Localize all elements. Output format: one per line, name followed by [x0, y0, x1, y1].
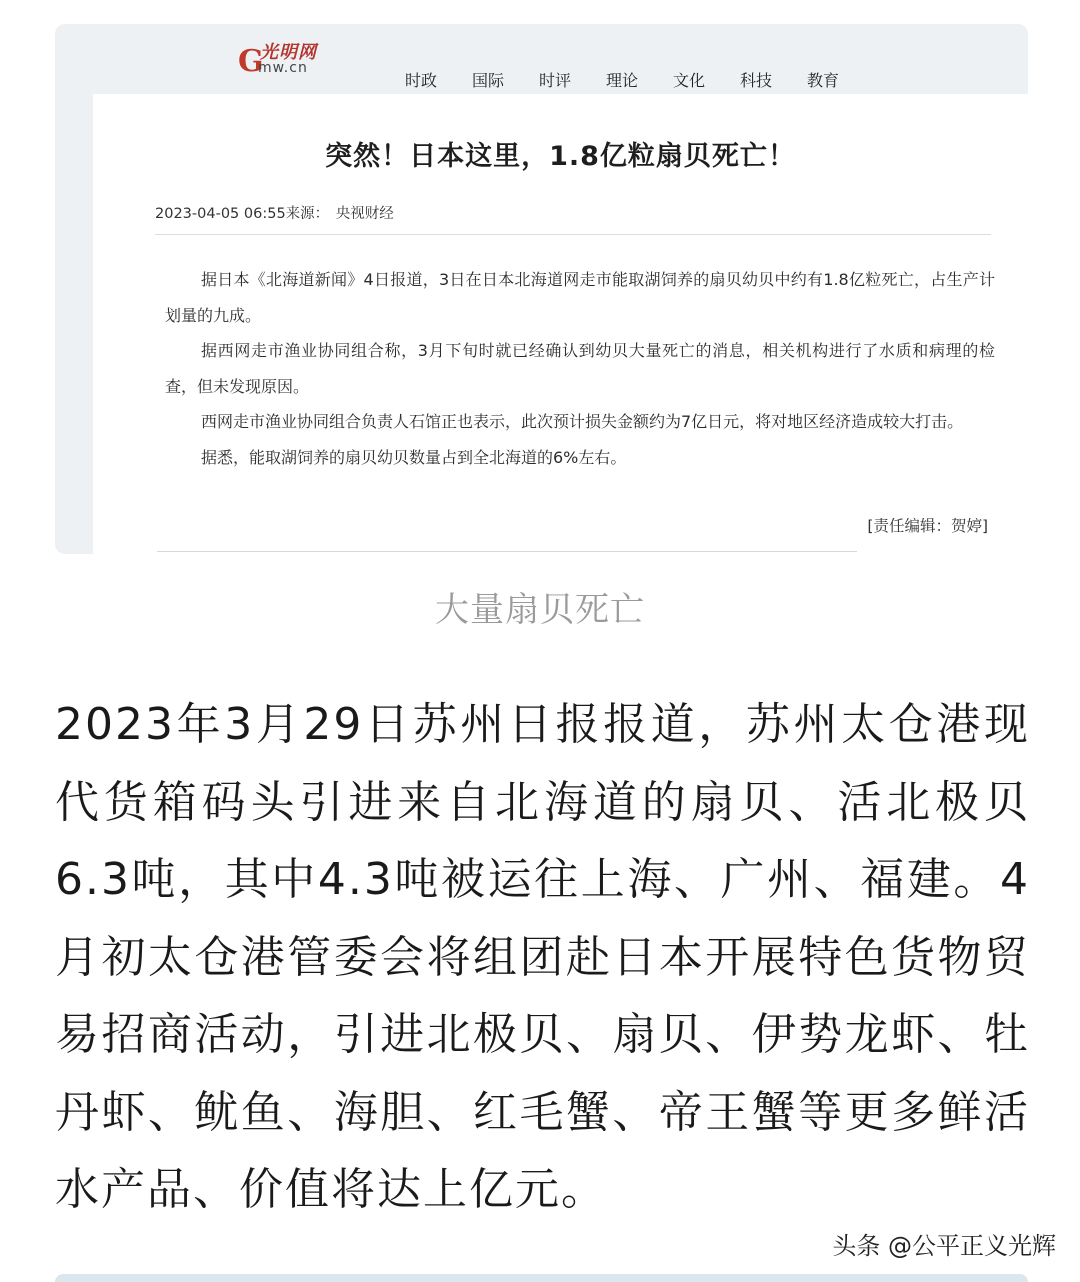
logo-script: 光明网 — [260, 42, 317, 63]
article-paragraph: 据日本《北海道新闻》4日报道，3日在日本北海道网走市能取湖饲养的扇贝幼贝中约有1.8亿粒死亡，占生产计划量的九成。 — [165, 270, 995, 325]
site-header — [55, 24, 1028, 90]
image-caption: 大量扇贝死亡 — [435, 590, 645, 630]
post-paragraph: 2023年3月29日苏州日报报道，苏州太仓港现代货箱码头引进来自北海道的扇贝、活北极贝6.3吨，其中4.3吨被运往上海、广州、福建。4月初太仓港管委会将组团赴日本开展特色货物贸易招商活动，引进北极贝、扇贝、伊势龙虾、牡丹虾、鱿鱼、海胆、红毛蟹、帝王蟹等更多鲜活水产品、价值将达上亿元。 — [55, 699, 1030, 1215]
article-body — [93, 94, 1028, 554]
divider — [157, 551, 857, 552]
site-nav — [405, 68, 874, 91]
nav-item-education[interactable]: 教育 — [807, 71, 840, 90]
article-paragraph: 西网走市渔业协同组合负责人石馆正也表示，此次预计损失金额约为7亿日元，将对地区经济造成较大打击。 — [201, 412, 964, 431]
article-headline: 突然！日本这里，1.8亿粒扇贝死亡！ — [325, 141, 796, 172]
nav-item-politics[interactable]: 时政 — [405, 71, 438, 90]
article-paragraph: 据悉，能取湖饲养的扇贝幼贝数量占到全北海道的6%左右。 — [201, 447, 627, 467]
author-watermark: 头条 @公平正义光辉 — [832, 1232, 1056, 1260]
site-logo[interactable] — [238, 38, 350, 82]
nav-item-theory[interactable]: 理论 — [606, 71, 639, 90]
article-source: 央视财经 — [335, 206, 394, 222]
logo-letter: G — [238, 44, 264, 79]
article-source-label: 来源： — [285, 206, 330, 222]
divider — [155, 234, 991, 235]
article-paragraph: 据西网走市渔业协同组合称，3月下旬时就已经确认到幼贝大量死亡的消息，相关机构进行了水质和病理的检查，但未发现原因。 — [165, 341, 995, 396]
article-text — [165, 262, 995, 475]
article-editor: [责任编辑：贺婷] — [867, 517, 988, 535]
article-date: 2023-04-05 06:55 — [155, 206, 286, 222]
article-meta — [155, 202, 394, 223]
nav-item-commentary[interactable]: 时评 — [539, 71, 572, 90]
logo-domain: mw.cn — [258, 60, 308, 76]
nav-item-international[interactable]: 国际 — [472, 71, 505, 90]
nav-item-culture[interactable]: 文化 — [673, 71, 706, 90]
nav-item-tech[interactable]: 科技 — [740, 71, 773, 90]
article-screenshot — [55, 24, 1028, 554]
next-image-edge — [55, 1274, 1028, 1282]
